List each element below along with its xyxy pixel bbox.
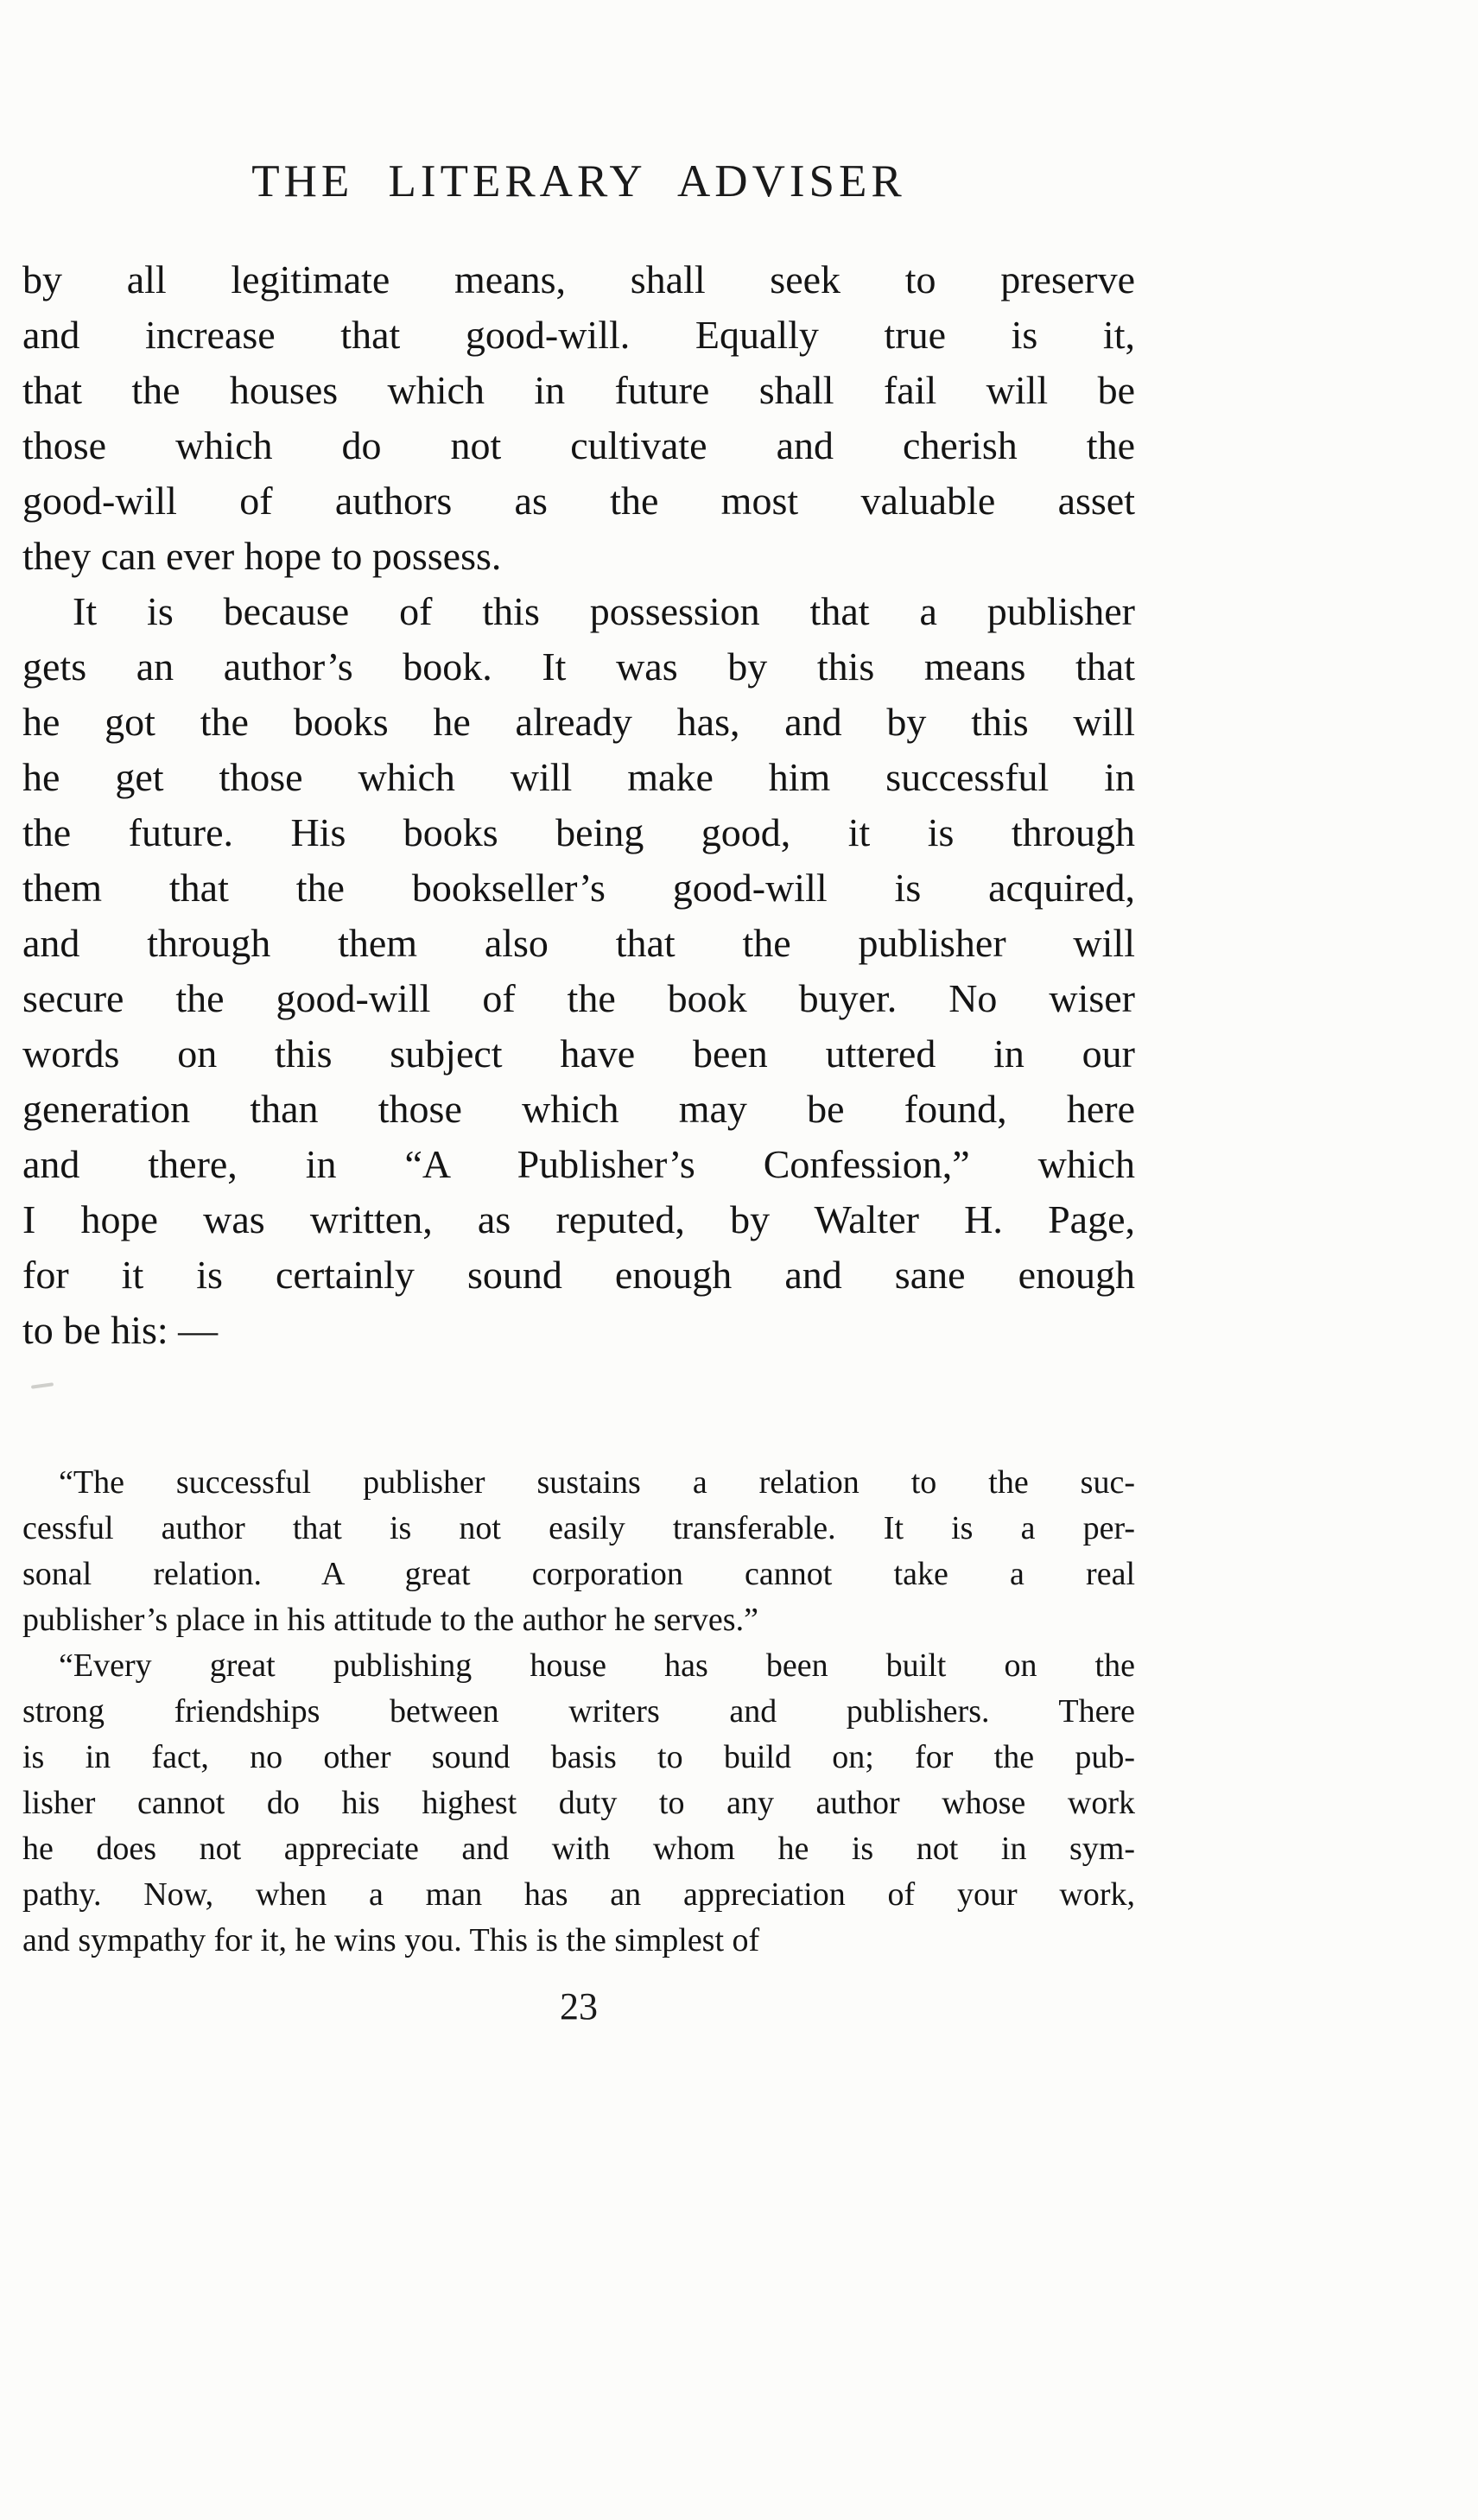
text-line: gets an author’s book. It was by this means that [22, 644, 1135, 689]
text-line: by all legitimate means, shall seek to preserve [22, 257, 1135, 302]
quote-paragraph-1 [22, 1460, 1135, 1643]
text-line: those which do not cultivate and cherish the [22, 423, 1135, 467]
page-number: 23 [560, 1985, 598, 2028]
text-line: strong friendships between writers and publishers. There [22, 1693, 1135, 1730]
body-paragraph-1 [22, 252, 1135, 584]
text-line: sonal relation. A great corporation cannot take a real [22, 1556, 1135, 1592]
text-line: cessful author that is not easily transferable. It is a per- [22, 1510, 1135, 1546]
text-line: they can ever hope to possess. [22, 534, 502, 578]
text-block [22, 252, 1135, 1964]
text-line: them that the bookseller’s good-will is acquired, [22, 866, 1135, 910]
text-line: good-will of authors as the most valuable asset [22, 479, 1135, 523]
text-column [22, 0, 1135, 2028]
text-line: he get those which will make him successful in [22, 755, 1135, 799]
text-line: and there, in “A Publisher’s Confession,” which [22, 1142, 1135, 1186]
text-line: and increase that good-will. Equally true is it, [22, 313, 1135, 357]
text-line: publisher’s place in his attitude to the author he serves.” [22, 1602, 758, 1638]
text-line: I hope was written, as reputed, by Walter H. Page, [22, 1197, 1135, 1241]
text-line: he does not appreciate and with whom he is not in sym- [22, 1831, 1135, 1867]
text-line: the future. His books being good, it is through [22, 810, 1135, 854]
text-line: for it is certainly sound enough and sane enough [22, 1253, 1135, 1297]
text-line: “The successful publisher sustains a relation to the suc- [59, 1464, 1135, 1501]
text-line: and sympathy for it, he wins you. This is the simplest of [22, 1922, 760, 1958]
text-line: and through them also that the publisher will [22, 921, 1135, 965]
text-line: “Every great publishing house has been built on the [59, 1647, 1135, 1684]
text-line: secure the good-will of the book buyer. No wiser [22, 976, 1135, 1020]
text-line: to be his: — [22, 1308, 219, 1352]
running-header: THE LITERARY ADVISER [251, 156, 906, 206]
text-line: lisher cannot do his highest duty to any author whose work [22, 1785, 1135, 1821]
quote-paragraph-2 [22, 1643, 1135, 1964]
body-paragraph-2 [22, 584, 1135, 1358]
text-line: It is because of this possession that a publisher [73, 589, 1135, 633]
text-line: pathy. Now, when a man has an appreciation of your work, [22, 1876, 1135, 1913]
text-line: words on this subject have been uttered in our [22, 1031, 1135, 1076]
text-line: that the houses which in future shall fail will be [22, 368, 1135, 412]
text-line: he got the books he already has, and by this will [22, 700, 1135, 744]
text-line: generation than those which may be found, here [22, 1087, 1135, 1131]
text-line: is in fact, no other sound basis to build on; for the pub- [22, 1739, 1135, 1775]
